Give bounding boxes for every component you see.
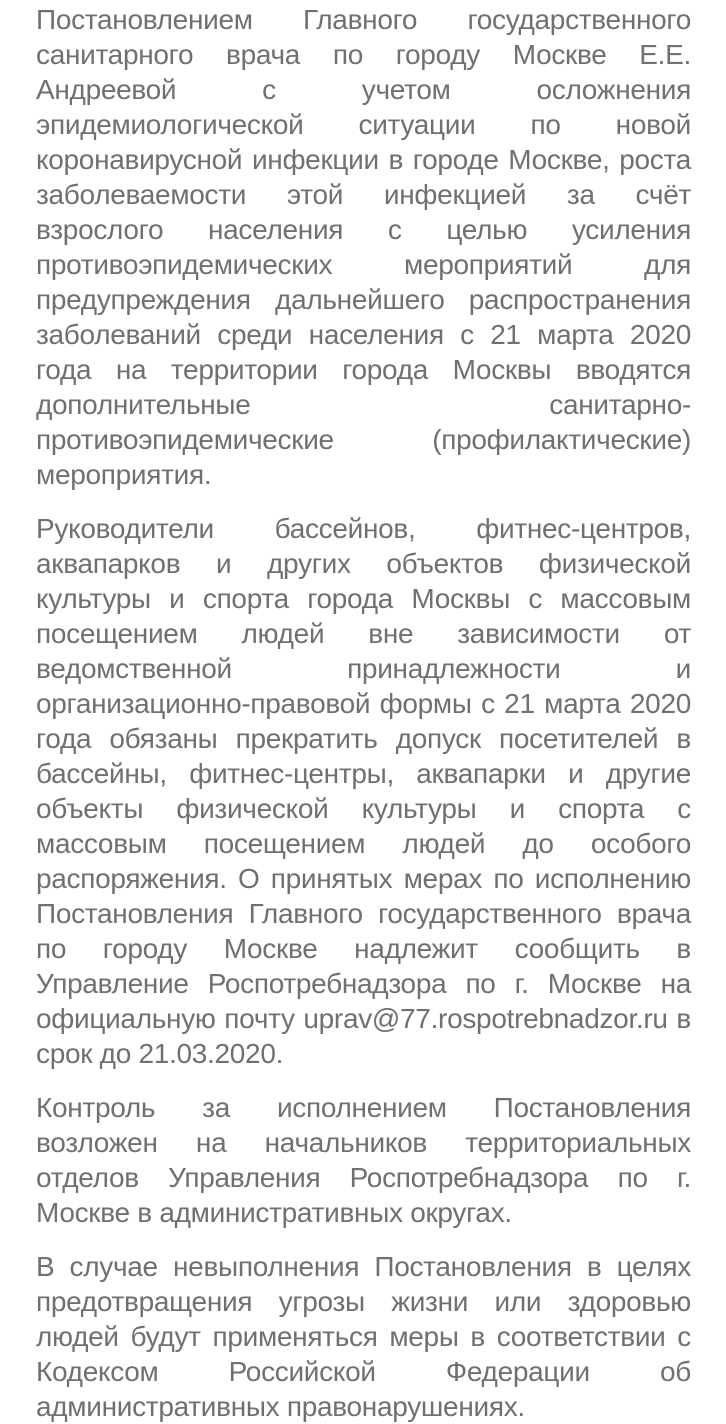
paragraph-noncompliance-measures: В случае невыполнения Постановления в целях предотвращения угрозы жизни или здоровью людей будут применяться меры в соответствии с Кодексом Российской Федерации об административных правонарушениях. [36, 1251, 691, 1422]
paragraph-decree-intro: Постановлением Главного государственного санитарного врача по городу Москве Е.Е. Андреевой с учетом осложнения эпидемиологической ситуации по новой коронавирусной инфекции в городе Москве, роста заболеваемости этой инфекцией за счёт взрослого населения с целью усиления противоэпидемических мероприятий для предупреждения дальнейшего распространения заболеваний среди населения с 21 марта 2020 года на территории города Москвы вводятся дополнительные санитарно-противоэпидемические (профилактические) мероприятия. [36, 4, 691, 490]
paragraph-enforcement-control: Контроль за исполнением Постановления возложен на начальников территориальных отделов Управления Роспотребнадзора по г. Москве в административных округах. [36, 1092, 691, 1228]
paragraph-facility-requirements: Руководители бассейнов, фитнес-центров, аквапарков и других объектов физической культуры и спорта города Москвы с массовым посещением людей вне зависимости от ведомственной принадлежности и организационно-правовой формы с 21 марта 2020 года обязаны прекратить допуск посетителей в бассейны, фитнес-центры, аквапарки и другие объекты физической культуры и спорта с массовым посещением людей до особого распоряжения. О принятых мерах по исполнению Постановления Главного государственного врача по городу Москве надлежит сообщить в Управление Роспотребнадзора по г. Москве на официальную почту uprav@77.rospotrebnadzor.ru в срок до 21.03.2020. [36, 513, 691, 1069]
